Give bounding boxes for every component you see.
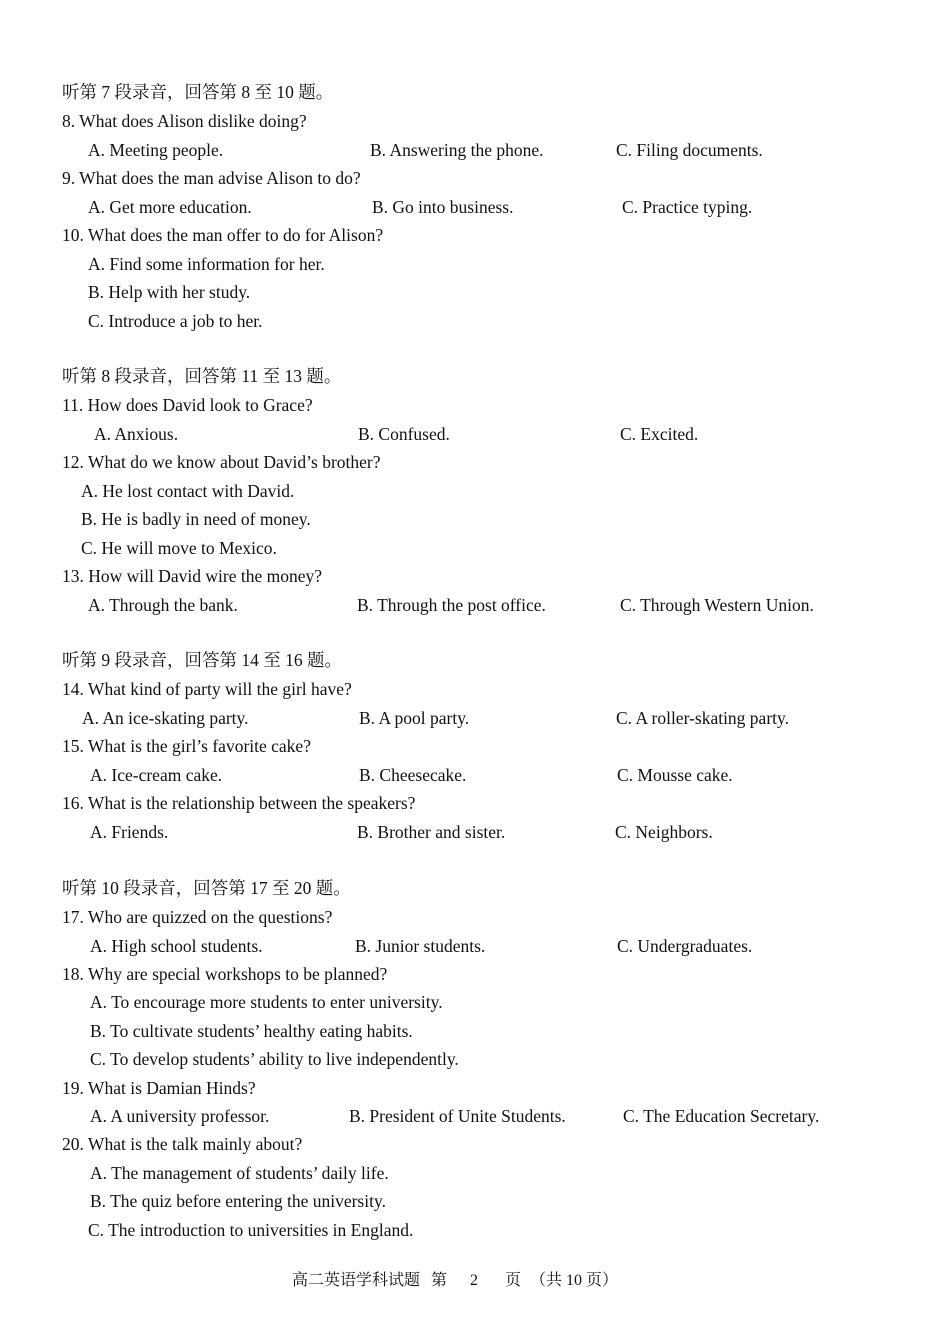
option-b: B. Confused.: [358, 424, 450, 444]
question-stem: 13. How will David wire the money?: [62, 566, 323, 586]
question-stem: 17. Who are quizzed on the questions?: [62, 907, 333, 927]
option-a: A. To encourage more students to enter university.: [90, 992, 443, 1012]
question-stem: 12. What do we know about David’s brother?: [62, 452, 381, 472]
option-a: A. Friends.: [90, 822, 169, 842]
option-b: B. Through the post office.: [357, 595, 546, 615]
footer-page-number: 2: [470, 1272, 478, 1289]
question-stem: 8. What does Alison dislike doing?: [62, 111, 307, 131]
option-b: B. Cheesecake.: [359, 765, 467, 785]
option-a: A. High school students.: [90, 936, 263, 956]
option-a: A. Get more education.: [88, 197, 252, 217]
question-stem: 16. What is the relationship between the speakers?: [62, 793, 416, 813]
option-a: A. Ice-cream cake.: [90, 765, 223, 785]
option-b: B. Answering the phone.: [370, 140, 544, 160]
option-c: C. Neighbors.: [615, 822, 713, 842]
option-a: A. He lost contact with David.: [81, 481, 295, 501]
option-c: C. To develop students’ ability to live independently.: [90, 1049, 459, 1069]
option-b: B. To cultivate students’ healthy eating habits.: [90, 1021, 413, 1041]
option-a: A. An ice-skating party.: [82, 708, 249, 728]
section-heading: 听第 8 段录音，回答第 11 至 13 题。: [62, 366, 342, 386]
option-c: C. He will move to Mexico.: [81, 538, 277, 558]
option-c: C. The Education Secretary.: [623, 1106, 820, 1126]
option-c: C. The introduction to universities in England.: [88, 1220, 414, 1240]
footer-ye: 页: [505, 1272, 522, 1289]
option-c: C. Introduce a job to her.: [88, 311, 263, 331]
footer-di: 第: [431, 1272, 448, 1289]
option-b: B. He is badly in need of money.: [81, 509, 311, 529]
question-stem: 15. What is the girl’s favorite cake?: [62, 736, 311, 756]
option-b: B. Junior students.: [355, 936, 486, 956]
section-heading: 听第 10 段录音，回答第 17 至 20 题。: [62, 878, 351, 898]
option-c: C. Practice typing.: [622, 197, 753, 217]
question-stem: 19. What is Damian Hinds?: [62, 1078, 256, 1098]
footer-total: （共 10 页）: [530, 1272, 619, 1289]
footer-subject: 高二英语学科试题: [292, 1272, 421, 1289]
option-b: B. President of Unite Students.: [349, 1106, 566, 1126]
option-c: C. Through Western Union.: [620, 595, 814, 615]
option-c: C. Excited.: [620, 424, 699, 444]
option-a: A. Through the bank.: [88, 595, 238, 615]
question-stem: 14. What kind of party will the girl have?: [62, 679, 352, 699]
option-b: B. Help with her study.: [88, 282, 251, 302]
option-a: A. Meeting people.: [88, 140, 224, 160]
option-c: C. A roller-skating party.: [616, 708, 790, 728]
option-c: C. Filing documents.: [616, 140, 763, 160]
section-heading: 听第 7 段录音，回答第 8 至 10 题。: [62, 82, 334, 102]
option-a: A. The management of students’ daily life.: [90, 1163, 389, 1183]
option-c: C. Undergraduates.: [617, 936, 753, 956]
question-stem: 11. How does David look to Grace?: [62, 395, 313, 415]
option-b: B. The quiz before entering the university.: [90, 1191, 386, 1211]
option-b: B. A pool party.: [359, 708, 470, 728]
question-stem: 10. What does the man offer to do for Alison?: [62, 225, 384, 245]
option-c: C. Mousse cake.: [617, 765, 733, 785]
option-a: A. Find some information for her.: [88, 254, 325, 274]
section-heading: 听第 9 段录音，回答第 14 至 16 题。: [62, 650, 342, 670]
question-stem: 20. What is the talk mainly about?: [62, 1134, 303, 1154]
option-a: A. A university professor.: [90, 1106, 270, 1126]
question-stem: 18. Why are special workshops to be planned?: [62, 964, 388, 984]
option-b: B. Brother and sister.: [357, 822, 506, 842]
option-b: B. Go into business.: [372, 197, 514, 217]
question-stem: 9. What does the man advise Alison to do?: [62, 168, 361, 188]
option-a: A. Anxious.: [94, 424, 179, 444]
